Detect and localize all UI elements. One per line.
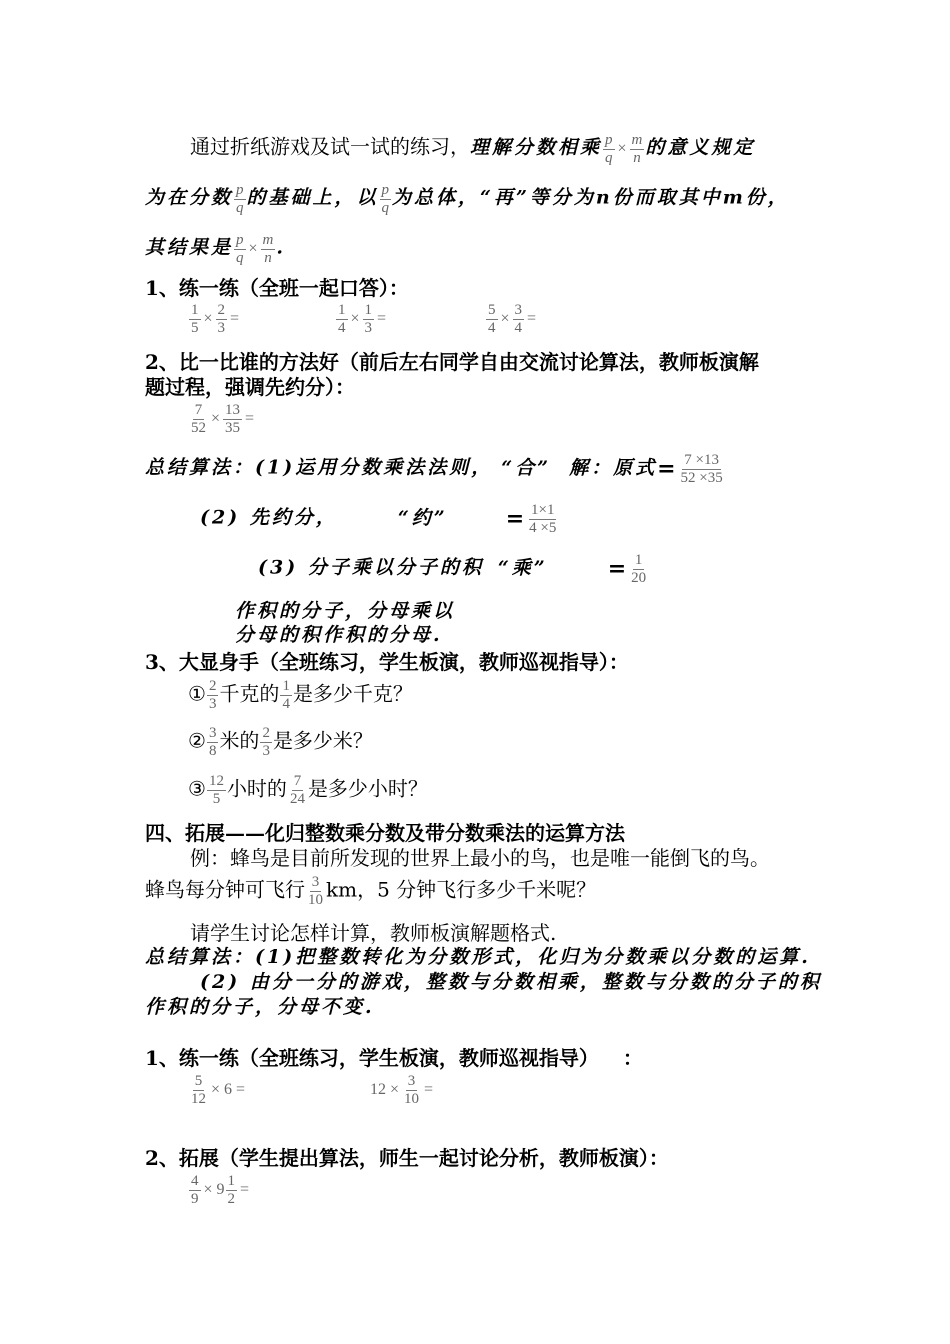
fraction-m-n: $\frac{m}{n}$: [631, 132, 643, 166]
example-line-2: 蜂鸟每分钟可飞行 $\frac{3}{10}$ km，5 分钟飞行多少千米呢？: [145, 874, 597, 908]
intro-line-2: 为在分数 $\frac{p}{q}$ 的基础上，以 $\frac{p}{q}$ 为总体，“再”等分为n份而取其中m份，: [145, 182, 790, 216]
exercise-1-3: $\frac{5}{4}$ × $\frac{3}{4}$ =: [488, 302, 537, 336]
section-3-title: 3、大显身手（全班练习，学生板演，教师巡视指导）：: [145, 650, 629, 674]
practice-2-exercise: $\frac{4}{9}$ × 9 $\frac{1}{2}$ =: [191, 1173, 250, 1207]
practice-1-exercise-1: $\frac{5}{12}$ × 6 =: [191, 1073, 246, 1107]
exercise-1-2: $\frac{1}{4}$ × $\frac{1}{3}$ =: [338, 302, 387, 336]
fraction-m-n: $\frac{m}{n}$: [262, 232, 274, 266]
practice-2-title: 2、拓展（学生提出算法，师生一起讨论分析，教师板演）：: [145, 1146, 669, 1170]
practice-1-title: 1、练一练（全班练习，学生板演，教师巡视指导） ：: [145, 1046, 643, 1070]
summary-2-line-1: 总结算法：(1)把整数转化为分数形式，化归为分数乘以分数的运算.: [145, 946, 811, 968]
intro-line-1: 通过折纸游戏及试一试的练习，理解分数相乘 $\frac{p}{q}$ × $\frac{m}{n}$ 的意义规定: [190, 132, 756, 166]
example-line-1: 例：蜂鸟是目前所发现的世界上最小的鸟，也是唯一能倒飞的鸟。: [190, 846, 770, 870]
summary-1-line-5: 分母的积作积的分母.: [235, 624, 443, 646]
fraction-p-q: $\frac{p}{q}$: [236, 182, 244, 216]
summary-1-line-1: 总结算法：(1)运用分数乘法法则， “合” 解：原式= $\frac{7 \times 13}{52 \times 35}$: [145, 452, 723, 486]
section-4-title: 四、拓展——化归整数乘分数及带分数乘法的运算方法: [145, 821, 625, 845]
summary-1-line-4: 作积的分子，分母乘以: [235, 600, 456, 622]
exercise-2: $\frac{7}{52}$ × $\frac{13}{35}$ =: [191, 402, 255, 436]
summary-1-line-2: (2) 先约分， “约” = $\frac{1\times 1}{4 \times 5}$: [200, 502, 557, 536]
intro-emphasis: 的意义规定: [645, 136, 756, 159]
summary-2-line-3: 作积的分子，分母不变.: [145, 996, 375, 1018]
fraction-p-q: $\frac{p}{q}$: [605, 132, 613, 166]
fraction-p-q: $\frac{p}{q}$: [381, 182, 390, 216]
summary-1-line-3: (3) 分子乘以分子的积 “乘” = $\frac{1}{20}$: [258, 552, 647, 586]
example-line-3: 请学生讨论怎样计算，教师板演解题格式.: [190, 921, 557, 945]
intro-line-3: 其结果是 $\frac{p}{q}$ × $\frac{m}{n}$ .: [145, 232, 287, 266]
question-1: ① $\frac{2}{3}$ 千克的 $\frac{1}{4}$ 是多少千克？: [188, 678, 413, 712]
intro-emphasis: 理解分数相乘: [470, 136, 603, 159]
question-3: ③ $\frac{12}{5}$ 小时的 $\frac{7}{24}$ 是多少小时？: [188, 773, 428, 807]
fraction-p-q: $\frac{p}{q}$: [236, 232, 244, 266]
section-1-title: 1、练一练（全班一起口答）：: [145, 276, 409, 300]
question-2: ② $\frac{3}{8}$ 米的 $\frac{2}{3}$ 是多少米？: [188, 725, 373, 759]
intro-text: 通过折纸游戏及试一试的练习，: [190, 134, 470, 159]
section-2-title-line-1: 2、比一比谁的方法好（前后左右同学自由交流讨论算法，教师板演解: [145, 350, 759, 374]
exercise-1-1: $\frac{1}{5}$ × $\frac{2}{3}$ =: [191, 302, 240, 336]
practice-1-exercise-2: 12 × $\frac{3}{10}$ =: [370, 1073, 434, 1107]
section-2-title-line-2: 题过程，强调先约分）：: [145, 375, 355, 399]
summary-2-line-2: (2) 由分一分的游戏，整数与分数相乘，整数与分数的分子的积: [200, 971, 822, 993]
